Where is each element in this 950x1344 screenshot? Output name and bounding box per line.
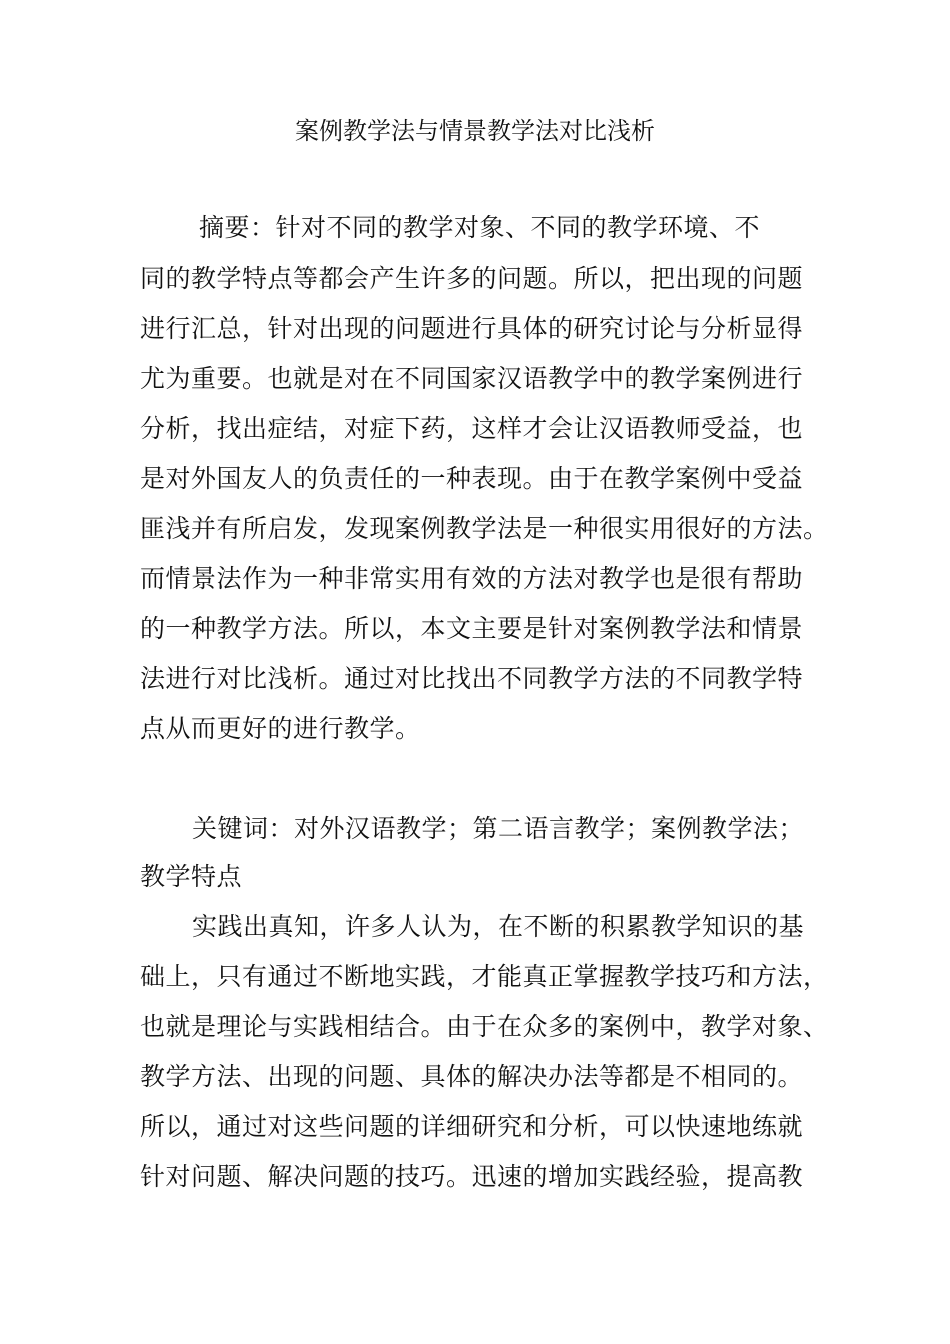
body-line: 实践出真知，许多人认为，在不断的积累教学知识的基	[192, 912, 805, 941]
abstract-line: 摘要：针对不同的教学对象、不同的教学环境、不	[199, 213, 761, 242]
abstract-line: 尤为重要。也就是对在不同国家汉语教学中的教学案例进行	[140, 364, 804, 393]
keywords-line: 关键词：对外汉语教学；第二语言教学；案例教学法；	[192, 814, 805, 843]
abstract-line: 匪浅并有所启发，发现案例教学法是一种很实用很好的方法。	[140, 514, 829, 543]
abstract-line: 进行汇总，针对出现的问题进行具体的研究讨论与分析显得	[140, 314, 804, 343]
abstract-line: 的一种教学方法。所以，本文主要是针对案例教学法和情景	[140, 614, 804, 643]
abstract-line: 法进行对比浅析。通过对比找出不同教学方法的不同教学特	[140, 664, 804, 693]
body-line: 础上，只有通过不断地实践，才能真正掌握教学技巧和方法，	[140, 962, 829, 991]
body-line: 教学方法、出现的问题、具体的解决办法等都是不相同的。	[140, 1062, 804, 1091]
abstract-line: 分析，找出症结，对症下药，这样才会让汉语教师受益，也	[140, 414, 804, 443]
abstract-line: 点从而更好的进行教学。	[140, 714, 421, 743]
abstract-line: 是对外国友人的负责任的一种表现。由于在教学案例中受益	[140, 464, 804, 493]
abstract-line: 而情景法作为一种非常实用有效的方法对教学也是很有帮助	[140, 564, 804, 593]
keywords-line: 教学特点	[140, 862, 243, 891]
document-title: 案例教学法与情景教学法对比浅析	[295, 117, 655, 145]
body-line: 针对问题、解决问题的技巧。迅速的增加实践经验，提高教	[140, 1162, 804, 1191]
abstract-line: 同的教学特点等都会产生许多的问题。所以，把出现的问题	[140, 264, 804, 293]
body-line: 所以，通过对这些问题的详细研究和分析，可以快速地练就	[140, 1112, 804, 1141]
body-line: 也就是理论与实践相结合。由于在众多的案例中，教学对象、	[140, 1012, 829, 1041]
